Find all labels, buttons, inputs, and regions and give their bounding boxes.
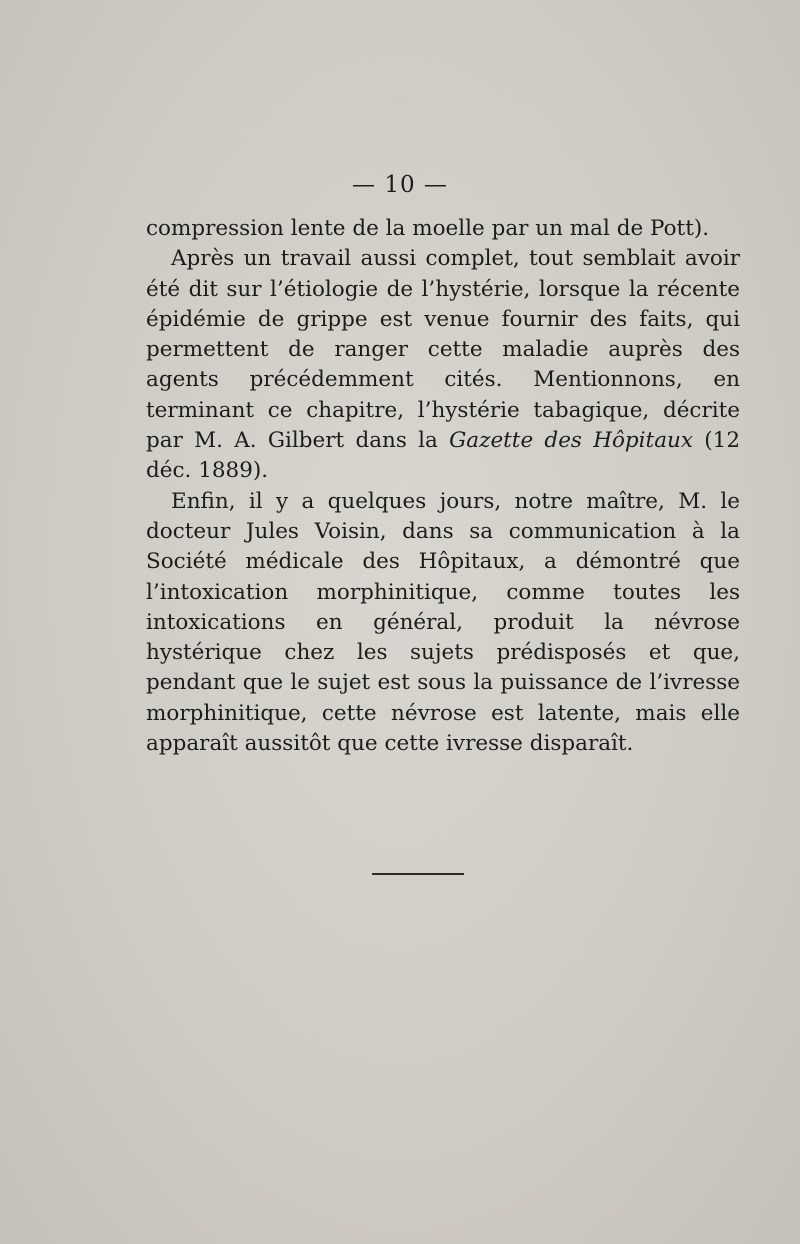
paragraph-text: Enfin, il y a quelques jours, notre maître, M. le docteur Jules Voisin, dans sa communication à la Société médicale des Hôpitaux, a démontré que l’intoxication morphinitique, comme toutes les intoxications en général, produit la névrose hystérique chez les sujets prédisposés et que, pendant que le sujet est sous la puissance de l’ivresse morphinitique, cette névrose est latente, mais elle apparaît aussitôt que cette ivresse disparaît. [146,488,740,757]
paragraph-text: (12 déc. 1889). [146,428,740,484]
paragraph-text: Après un travail aussi complet, tout semblait avoir été dit sur l’étiologie de l’hystérie, lorsque la récente épidémie de grippe est venue fournir des faits, qui permettent de ranger cette maladie auprès des agents précédemment cités. Mentionnons, en terminant ce chapitre, l’hystérie tabagique, décrite par M. A. Gilbert dans la [146,246,740,454]
paragraph [146,487,740,760]
body-text [146,214,740,759]
journal-title: Gazette des Hôpitaux [449,428,693,454]
paragraph-text: compression lente de la moelle par un mal de Pott). [146,216,710,241]
paragraph [146,214,740,244]
paragraph [146,244,740,486]
section-divider [372,873,464,875]
page-number: — 10 — [352,172,448,198]
